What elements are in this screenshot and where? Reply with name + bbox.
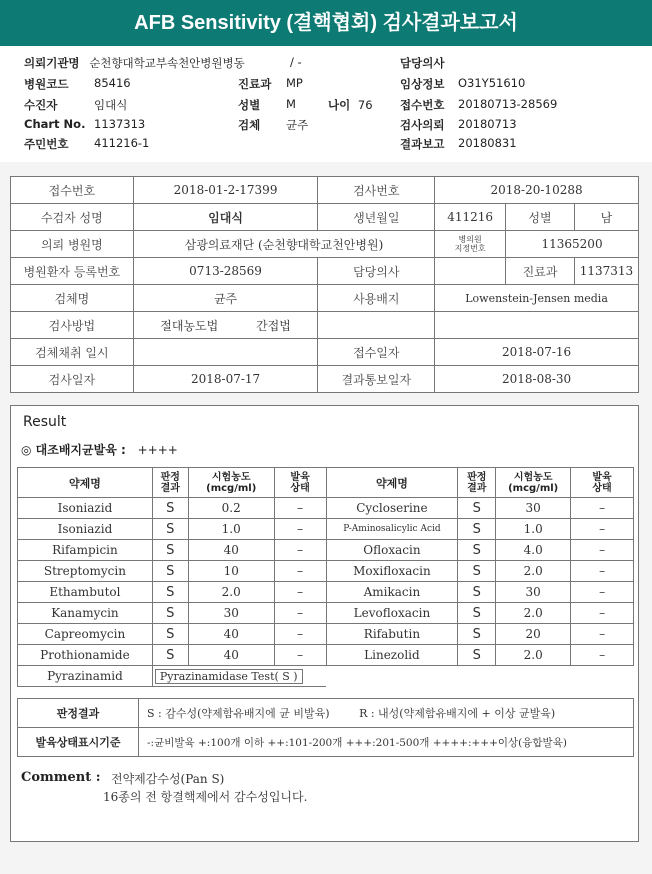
- recv-label: 접수일자: [318, 339, 435, 366]
- drug-row: [18, 540, 634, 561]
- test-conc: 2.0: [496, 603, 571, 624]
- judge-legend-s: S : 감수성(약제함유배지에 균 비발육): [147, 707, 330, 720]
- conc-header-1: 시험농도: [211, 471, 251, 483]
- judge-result: S: [152, 561, 188, 582]
- id-value: 411216-1: [94, 136, 150, 150]
- judge-legend-r: R : 내성(약제함유배지에 + 이상 균발육): [359, 707, 556, 720]
- drug-rows: [18, 498, 634, 666]
- drug-row: [18, 561, 634, 582]
- medium-value: Lowenstein-Jensen media: [435, 285, 639, 312]
- patient-value: 임대식: [94, 98, 128, 112]
- judge-result: S: [152, 498, 188, 519]
- conc-header-right: [496, 468, 571, 498]
- notify-value: 2018-08-30: [435, 366, 639, 393]
- doctor-label-cell: 담당의사: [318, 258, 435, 285]
- judge-result: S: [152, 540, 188, 561]
- growth-state: –: [571, 519, 634, 540]
- judge-legend-value: [139, 699, 634, 728]
- growth-state: –: [274, 540, 326, 561]
- growth-state: –: [274, 561, 326, 582]
- hospital-code-row: [24, 76, 131, 92]
- drug-name: Isoniazid: [18, 498, 153, 519]
- test-conc: 30: [496, 582, 571, 603]
- sex-value-cell: 남: [574, 204, 638, 231]
- test-conc: 4.0: [496, 540, 571, 561]
- specimen-label: 검체: [238, 118, 261, 132]
- institution-value: 순천향대학교부속천안병원병동: [89, 56, 245, 70]
- sex-label: 성별: [238, 98, 261, 112]
- judge-result: S: [458, 540, 496, 561]
- info-table: [10, 176, 639, 393]
- growth-header-right-1: 발육: [592, 471, 612, 483]
- pyrazinamide-test-cell: [152, 666, 326, 687]
- judge-header-right-1: 판정: [467, 471, 487, 483]
- judge-result: S: [152, 645, 188, 666]
- designated-label-1: 병의원: [458, 235, 482, 244]
- test-conc: 30: [188, 603, 274, 624]
- dept-label-cell: 진료과: [506, 258, 575, 285]
- judge-header-2: 결과: [160, 482, 180, 494]
- specimen-value: 균주: [286, 118, 309, 132]
- test-conc: 40: [188, 540, 274, 561]
- report-value: 20180831: [458, 136, 517, 150]
- ward-value: / -: [290, 55, 302, 69]
- hospital-label: 의뢰 병원명: [11, 231, 134, 258]
- growth-header-right: [571, 468, 634, 498]
- conc-header-right-1: 시험농도: [513, 471, 553, 483]
- growth-legend-label: 발육상태표시기준: [18, 728, 139, 757]
- test-conc: 2.0: [496, 645, 571, 666]
- growth-header: [274, 468, 326, 498]
- medium-label: 사용배지: [318, 285, 435, 312]
- result-box: [10, 405, 639, 842]
- drug-name: Linezolid: [326, 645, 458, 666]
- test-conc: 1.0: [496, 519, 571, 540]
- sex-value: M: [286, 97, 296, 111]
- judge-result: S: [152, 519, 188, 540]
- hospital-code-label: 병원코드: [24, 77, 69, 91]
- judge-header-right: [458, 468, 496, 498]
- reg-value: 0713-28569: [133, 258, 318, 285]
- test-no-label: 검사번호: [318, 177, 435, 204]
- judge-result: S: [458, 519, 496, 540]
- judge-result: S: [458, 645, 496, 666]
- comment-label: Comment :: [21, 770, 101, 785]
- doctor-value-cell: [435, 258, 506, 285]
- growth-state: –: [274, 624, 326, 645]
- report-label: 결과보고: [400, 137, 445, 151]
- sex-label-cell: 성별: [506, 204, 575, 231]
- test-conc: 40: [188, 645, 274, 666]
- growth-state: –: [571, 624, 634, 645]
- receipt-label: 접수번호: [400, 98, 445, 112]
- request-row: [400, 117, 517, 133]
- test-conc: 0.2: [188, 498, 274, 519]
- growth-header-1: 발육: [290, 471, 310, 483]
- drug-name: Streptomycin: [18, 561, 153, 582]
- drug-name: Cycloserine: [326, 498, 458, 519]
- specimen-value-cell: 균주: [133, 285, 318, 312]
- test-conc: 2.0: [188, 582, 274, 603]
- judge-result: S: [458, 624, 496, 645]
- designated-label: [435, 231, 506, 258]
- dept-row: [238, 76, 303, 92]
- judge-result: S: [152, 603, 188, 624]
- report-title: AFB Sensitivity (결핵협회) 검사결과보고서: [0, 0, 652, 46]
- chart-label: Chart No.: [24, 117, 86, 131]
- judge-result: S: [458, 498, 496, 519]
- test-conc: 1.0: [188, 519, 274, 540]
- drug-row: [18, 603, 634, 624]
- dob-value: 411216: [435, 204, 506, 231]
- clinical-label: 임상정보: [400, 77, 445, 91]
- control-label: ◎ 대조배지균발육 :: [21, 443, 126, 457]
- institution-row: [24, 55, 245, 71]
- empty-cell: [318, 312, 435, 339]
- id-label: 주민번호: [24, 137, 69, 151]
- drug-name: Rifampicin: [18, 540, 153, 561]
- drug-row: [18, 645, 634, 666]
- judge-result: S: [458, 561, 496, 582]
- name-label: 수검자 성명: [11, 204, 134, 231]
- report-row: [400, 136, 517, 152]
- judge-result: S: [458, 603, 496, 624]
- growth-state: –: [274, 603, 326, 624]
- test-conc: 30: [496, 498, 571, 519]
- receipt-no-label: 접수번호: [11, 177, 134, 204]
- request-label: 검사의뢰: [400, 118, 445, 132]
- judge-header: [152, 468, 188, 498]
- empty-cell-2: [435, 312, 639, 339]
- dept-value-cell: 1137313: [574, 258, 638, 285]
- growth-state: –: [571, 582, 634, 603]
- chart-row: [24, 117, 146, 131]
- control-value: ++++: [137, 443, 178, 457]
- drug-name: Ofloxacin: [326, 540, 458, 561]
- drug-header-2: 약제명: [326, 468, 458, 498]
- test-conc: 10: [188, 561, 274, 582]
- pyrazinamide-name: Pyrazinamid: [18, 666, 153, 687]
- growth-state: –: [274, 645, 326, 666]
- drug-name: Rifabutin: [326, 624, 458, 645]
- drug-row: [18, 519, 634, 540]
- designated-value: 11365200: [506, 231, 639, 258]
- pyrazinamide-test: Pyrazinamidase Test( S ): [155, 669, 303, 684]
- test-conc: 2.0: [496, 561, 571, 582]
- receipt-no-value: 2018-01-2-17399: [133, 177, 318, 204]
- name-value: 임대식: [133, 204, 318, 231]
- age-row: [328, 97, 373, 113]
- result-title: Result: [23, 414, 67, 430]
- drug-table: [17, 467, 634, 687]
- request-value: 20180713: [458, 117, 517, 131]
- reg-label: 병원환자 등록번호: [11, 258, 134, 285]
- judge-result: S: [152, 624, 188, 645]
- method-label: 검사방법: [11, 312, 134, 339]
- clinical-value: O31Y51610: [458, 76, 526, 90]
- institution-label: 의뢰기관명: [24, 56, 80, 70]
- notify-label: 결과통보일자: [318, 366, 435, 393]
- growth-state: –: [571, 603, 634, 624]
- method-value: [133, 312, 318, 339]
- patient-label: 수진자: [24, 98, 58, 112]
- growth-state: –: [571, 561, 634, 582]
- growth-state: –: [571, 645, 634, 666]
- method-value-2: 간접법: [256, 318, 291, 333]
- drug-row: [18, 498, 634, 519]
- conc-header: [188, 468, 274, 498]
- test-conc: 40: [188, 624, 274, 645]
- test-date-label: 검사일자: [11, 366, 134, 393]
- drug-name: P-Aminosalicylic Acid: [326, 519, 458, 540]
- growth-state: –: [274, 582, 326, 603]
- drug-row: [18, 582, 634, 603]
- drug-name: Kanamycin: [18, 603, 153, 624]
- drug-name: Moxifloxacin: [326, 561, 458, 582]
- conc-header-right-2: (mcg/ml): [508, 482, 559, 494]
- control-growth: [21, 441, 178, 458]
- blank-cell: [326, 666, 633, 687]
- growth-header-right-2: 상태: [592, 482, 612, 494]
- method-value-1: 절대농도법: [160, 318, 219, 333]
- comment-line-1: 전약제감수성(Pan S): [111, 772, 225, 786]
- specimen-label-cell: 검체명: [11, 285, 134, 312]
- recv-value: 2018-07-16: [435, 339, 639, 366]
- chart-value: 1137313: [94, 117, 146, 131]
- drug-row: [18, 624, 634, 645]
- judge-header-1: 판정: [160, 471, 180, 483]
- growth-state: –: [274, 498, 326, 519]
- hospital-code-value: 85416: [94, 76, 131, 90]
- specimen-row: [238, 117, 309, 133]
- drug-name: Levofloxacin: [326, 603, 458, 624]
- sex-row: [238, 97, 296, 113]
- age-value: 76: [357, 98, 373, 112]
- drug-name: Capreomycin: [18, 624, 153, 645]
- patient-row: [24, 97, 128, 113]
- test-date-value: 2018-07-17: [133, 366, 318, 393]
- drug-name: Isoniazid: [18, 519, 153, 540]
- drug-name: Prothionamide: [18, 645, 153, 666]
- growth-state: –: [571, 498, 634, 519]
- clinical-row: [400, 76, 526, 92]
- judge-result: S: [152, 582, 188, 603]
- id-row: [24, 136, 150, 152]
- receipt-row: [400, 97, 558, 113]
- collect-label: 검체채취 일시: [11, 339, 134, 366]
- test-conc: 20: [496, 624, 571, 645]
- growth-state: –: [571, 540, 634, 561]
- conc-header-2: (mcg/ml): [206, 482, 257, 494]
- growth-legend-value: -:균비발육 +:100개 이하 ++:101-200개 +++:201-500개 ++++:+++이상(융합발육): [139, 728, 634, 757]
- growth-state: –: [274, 519, 326, 540]
- age-label: 나이: [328, 98, 351, 112]
- test-no-value: 2018-20-10288: [435, 177, 639, 204]
- judge-legend-label: 판정결과: [18, 699, 139, 728]
- comment-line-2: 16종의 전 항결핵제에서 감수성입니다.: [103, 790, 308, 804]
- judge-header-right-2: 결과: [467, 482, 487, 494]
- drug-name: Amikacin: [326, 582, 458, 603]
- dob-label: 생년월일: [318, 204, 435, 231]
- growth-header-2: 상태: [290, 482, 310, 494]
- dept-value: MP: [286, 76, 303, 90]
- designated-label-2: 지정번호: [454, 244, 486, 253]
- receipt-value: 20180713-28569: [458, 97, 558, 111]
- hospital-value: 삼광의료재단 (순천향대학교천안병원): [133, 231, 434, 258]
- doctor-row: [400, 55, 444, 71]
- legend-table: [17, 698, 634, 757]
- collect-value: [133, 339, 318, 366]
- dept-label: 진료과: [238, 77, 272, 91]
- doctor-label: 담당의사: [400, 56, 445, 70]
- drug-name: Ethambutol: [18, 582, 153, 603]
- drug-header: 약제명: [18, 468, 153, 498]
- judge-result: S: [458, 582, 496, 603]
